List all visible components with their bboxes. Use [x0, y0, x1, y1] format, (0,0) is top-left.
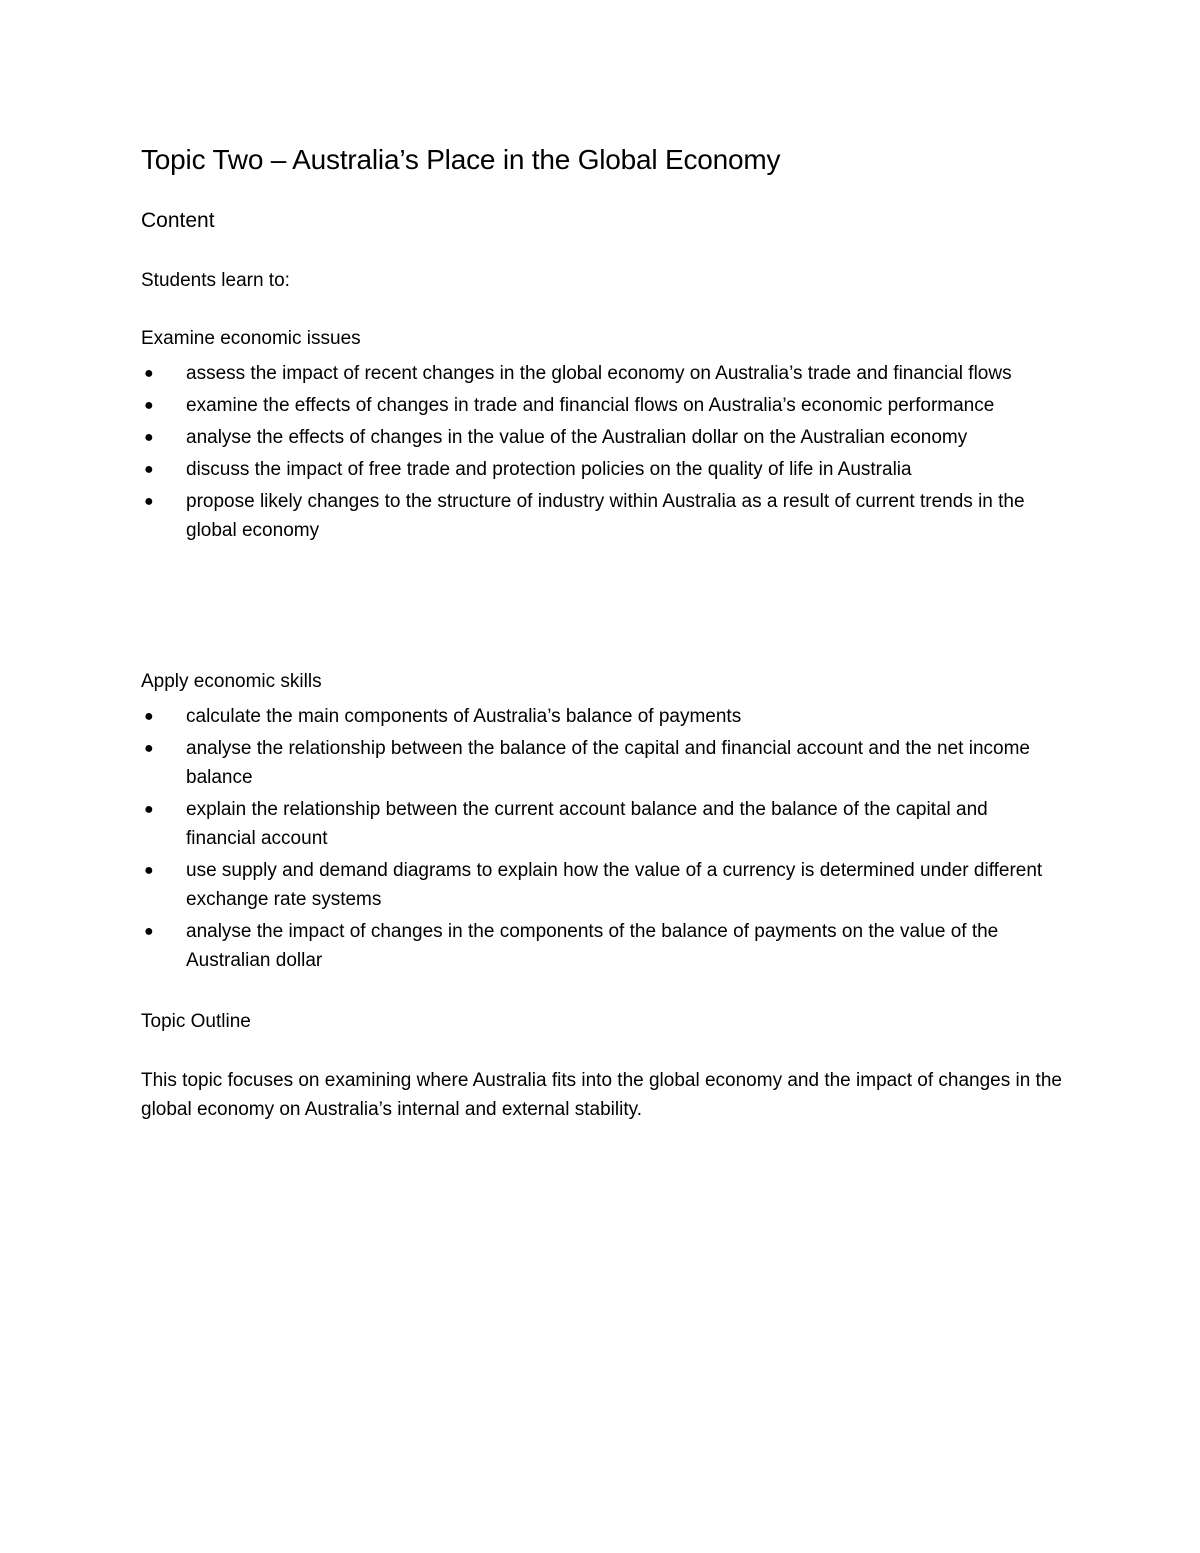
bullet-icon: ● — [144, 461, 154, 478]
bullet-icon: ● — [144, 708, 154, 725]
list-item-text: analyse the effects of changes in the value of the Australian dollar on the Australian economy — [186, 427, 968, 448]
topic-outline-text: This topic focuses on examining where Australia fits into the global economy and the impact of changes in the global economy on Australia’s internal and external stability. — [141, 1070, 1062, 1120]
examine-economic-issues-list — [141, 359, 1061, 548]
bullet-icon: ● — [144, 493, 154, 510]
list-item-text: analyse the impact of changes in the components of the balance of payments on the value of the Australian dollar — [186, 921, 999, 971]
list-item — [141, 359, 1061, 388]
list-item-text: examine the effects of changes in trade and financial flows on Australia’s economic performance — [186, 395, 995, 416]
bullet-icon: ● — [144, 397, 154, 414]
students-learn-label: Students learn to: — [141, 270, 290, 291]
section-heading-apply-economic-skills: Apply economic skills — [141, 671, 322, 692]
document-title: Topic Two – Australia’s Place in the Global Economy — [141, 144, 781, 175]
list-item-text: propose likely changes to the structure of industry within Australia as a result of current trends in the global economy — [186, 491, 1025, 541]
list-item — [141, 487, 1061, 545]
list-item — [141, 455, 1061, 484]
list-item-text: calculate the main components of Australia’s balance of payments — [186, 706, 742, 727]
list-item — [141, 702, 1061, 731]
list-item — [141, 391, 1061, 420]
list-item-text: assess the impact of recent changes in the global economy on Australia’s trade and financial flows — [186, 363, 1012, 384]
apply-economic-skills-list — [141, 702, 1061, 978]
content-heading: Content — [141, 209, 215, 232]
list-item — [141, 856, 1061, 914]
list-item — [141, 734, 1061, 792]
list-item-text: discuss the impact of free trade and protection policies on the quality of life in Australia — [186, 459, 912, 480]
topic-outline-heading: Topic Outline — [141, 1011, 251, 1032]
bullet-icon: ● — [144, 429, 154, 446]
section-heading-examine-economic-issues: Examine economic issues — [141, 328, 361, 349]
bullet-icon: ● — [144, 740, 154, 757]
list-item — [141, 795, 1061, 853]
list-item-text: use supply and demand diagrams to explain how the value of a currency is determined under different exchange rate systems — [186, 860, 1043, 910]
list-item — [141, 423, 1061, 452]
bullet-icon: ● — [144, 801, 154, 818]
bullet-icon: ● — [144, 862, 154, 879]
list-item — [141, 917, 1061, 975]
list-item-text: analyse the relationship between the balance of the capital and financial account and the net income balance — [186, 738, 1030, 788]
bullet-icon: ● — [144, 365, 154, 382]
bullet-icon: ● — [144, 923, 154, 940]
list-item-text: explain the relationship between the current account balance and the balance of the capital and financial account — [186, 799, 988, 849]
